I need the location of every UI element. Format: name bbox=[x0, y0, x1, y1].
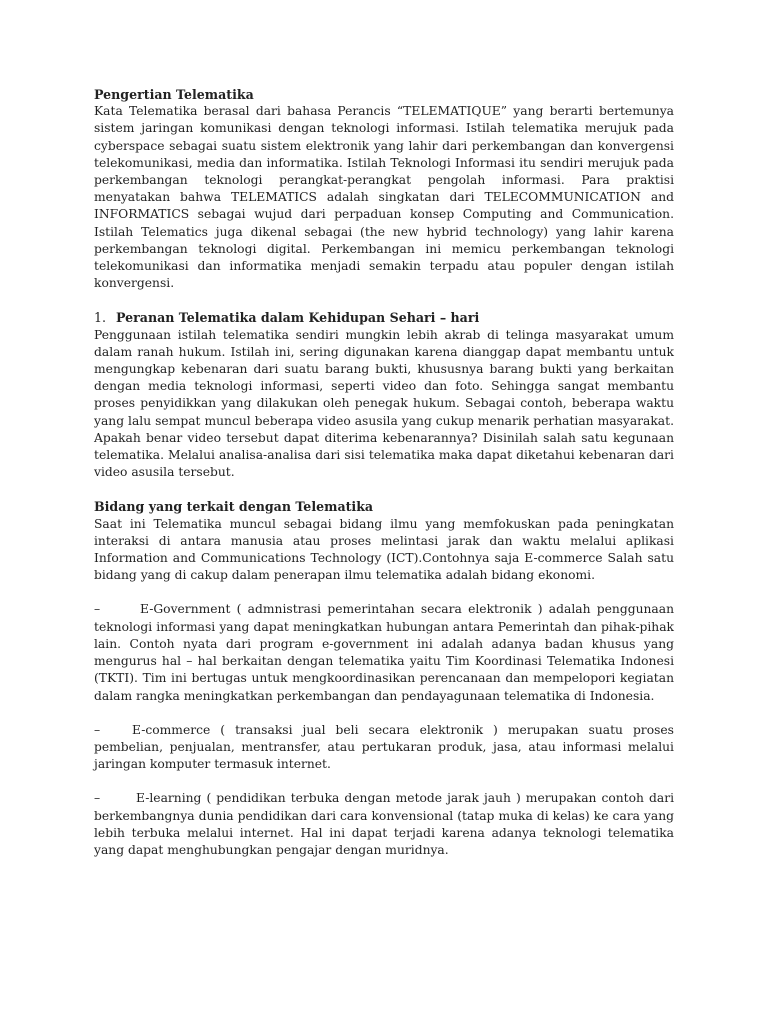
paragraph-ecommerce bbox=[94, 722, 674, 774]
text-egovernment: E-Government ( admnistrasi pemerintahan secara elektronik ) adalah penggunaan teknologi informasi yang dapat meningkatkan hubungan antara Pemerintah dan pihak-pihak lain. Contoh nyata dari program e-government ini adalah adanya badan khusus yang mengurus hal – hal berkaitan dengan telematika yaitu Tim Koordinasi Telematika Indonesi (TKTI). Tim ini bertugas untuk mengkoordinasikan perencanaan dan mempelopori kegiatan dalam rangka meningkatkan perkembangan dan pendayagunaan telematika di Indonesia. bbox=[94, 602, 674, 703]
dash-bullet: – bbox=[94, 602, 101, 617]
dash-bullet: – bbox=[94, 791, 101, 806]
paragraph-pengertian: Kata Telematika berasal dari bahasa Perancis “TELEMATIQUE” yang berarti bertemunya sistem jaringan komunikasi dengan teknologi informasi. Istilah telematika merujuk pada cyberspace sebagai suatu sistem elektronik yang lahir dari perkembangan dan konvergensi telekomunikasi, media dan informatika. Istilah Teknologi Informasi itu sendiri merujuk pada perkembangan teknologi perangkat-perangkat pengolah informasi. Para praktisi menyatakan bahwa TELEMATICS adalah singkatan dari TELECOMMUNICATION and INFORMATICS sebagai wujud dari perpaduan konsep Computing and Communication. Istilah Telematics juga dikenal sebagai (the new hybrid technology) yang lahir karena perkembangan teknologi digital. Perkembangan ini memicu perkembangan teknologi telekomunikasi dan informatika menjadi semakin terpadu atau populer dengan istilah konvergensi. bbox=[94, 104, 674, 291]
text-ecommerce: E-commerce ( transaksi jual beli secara elektronik ) merupakan suatu proses pembelian, penjualan, mentransfer, atau pertukaran produk, jasa, atau informasi melalui jaringan komputer termasuk internet. bbox=[94, 722, 674, 772]
heading-pengertian: Pengertian Telematika bbox=[94, 87, 254, 102]
section-pengertian bbox=[94, 86, 674, 292]
text-elearning: E-learning ( pendidikan terbuka dengan metode jarak jauh ) merupakan contoh dari berkembangnya dunia pendidikan dari cara konvensional (tatap muka di kelas) ke cara yang lebih terbuka melalui internet. Hal ini dapat terjadi karena adanya teknologi telematika yang dapat menghubungkan pengajar dengan muridnya. bbox=[94, 791, 674, 857]
heading-number: 1. bbox=[94, 310, 107, 326]
section-peranan bbox=[94, 309, 674, 481]
heading-peranan bbox=[94, 309, 674, 326]
list-item-ecommerce bbox=[94, 722, 674, 774]
heading-peranan-text: Peranan Telematika dalam Kehidupan Sehari – hari bbox=[116, 310, 480, 326]
heading-bidang: Bidang yang terkait dengan Telematika bbox=[94, 499, 374, 515]
document-page bbox=[94, 86, 674, 876]
list-item-egovernment bbox=[94, 601, 674, 704]
section-bidang bbox=[94, 498, 674, 584]
list-item-elearning bbox=[94, 790, 674, 859]
paragraph-bidang: Saat ini Telematika muncul sebagai bidang ilmu yang memfokuskan pada peningkatan interaksi di antara manusia atau proses melintasi jarak dan waktu melalui aplikasi Information and Communications Technology (ICT).Contohnya saja E-commerce Salah satu bidang yang di cakup dalam penerapan ilmu telematika adalah bidang ekonomi. bbox=[94, 516, 674, 583]
paragraph-peranan: Penggunaan istilah telematika sendiri mungkin lebih akrab di telinga masyarakat umum dalam ranah hukum. Istilah ini, sering digunakan karena dianggap dapat membantu untuk mengungkap kebenaran dari suatu barang bukti, khususnya barang bukti yang berkaitan dengan media teknologi informasi, seperti video dan foto. Sehingga sangat membantu proses penyidikkan yang dilakukan oleh penegak hukum. Sebagai contoh, beberapa waktu yang lalu sempat muncul beberapa video asusila yang cukup menarik perhatian masyarakat. Apakah benar video tersebut dapat diterima kebenarannya? Disinilah salah satu kegunaan telematika. Melalui analisa-analisa dari sisi telematika maka dapat diketahui kebenaran dari video asusila tersebut. bbox=[94, 327, 674, 480]
dash-bullet: – bbox=[94, 722, 101, 737]
paragraph-egovernment bbox=[94, 601, 674, 704]
paragraph-elearning bbox=[94, 790, 674, 859]
